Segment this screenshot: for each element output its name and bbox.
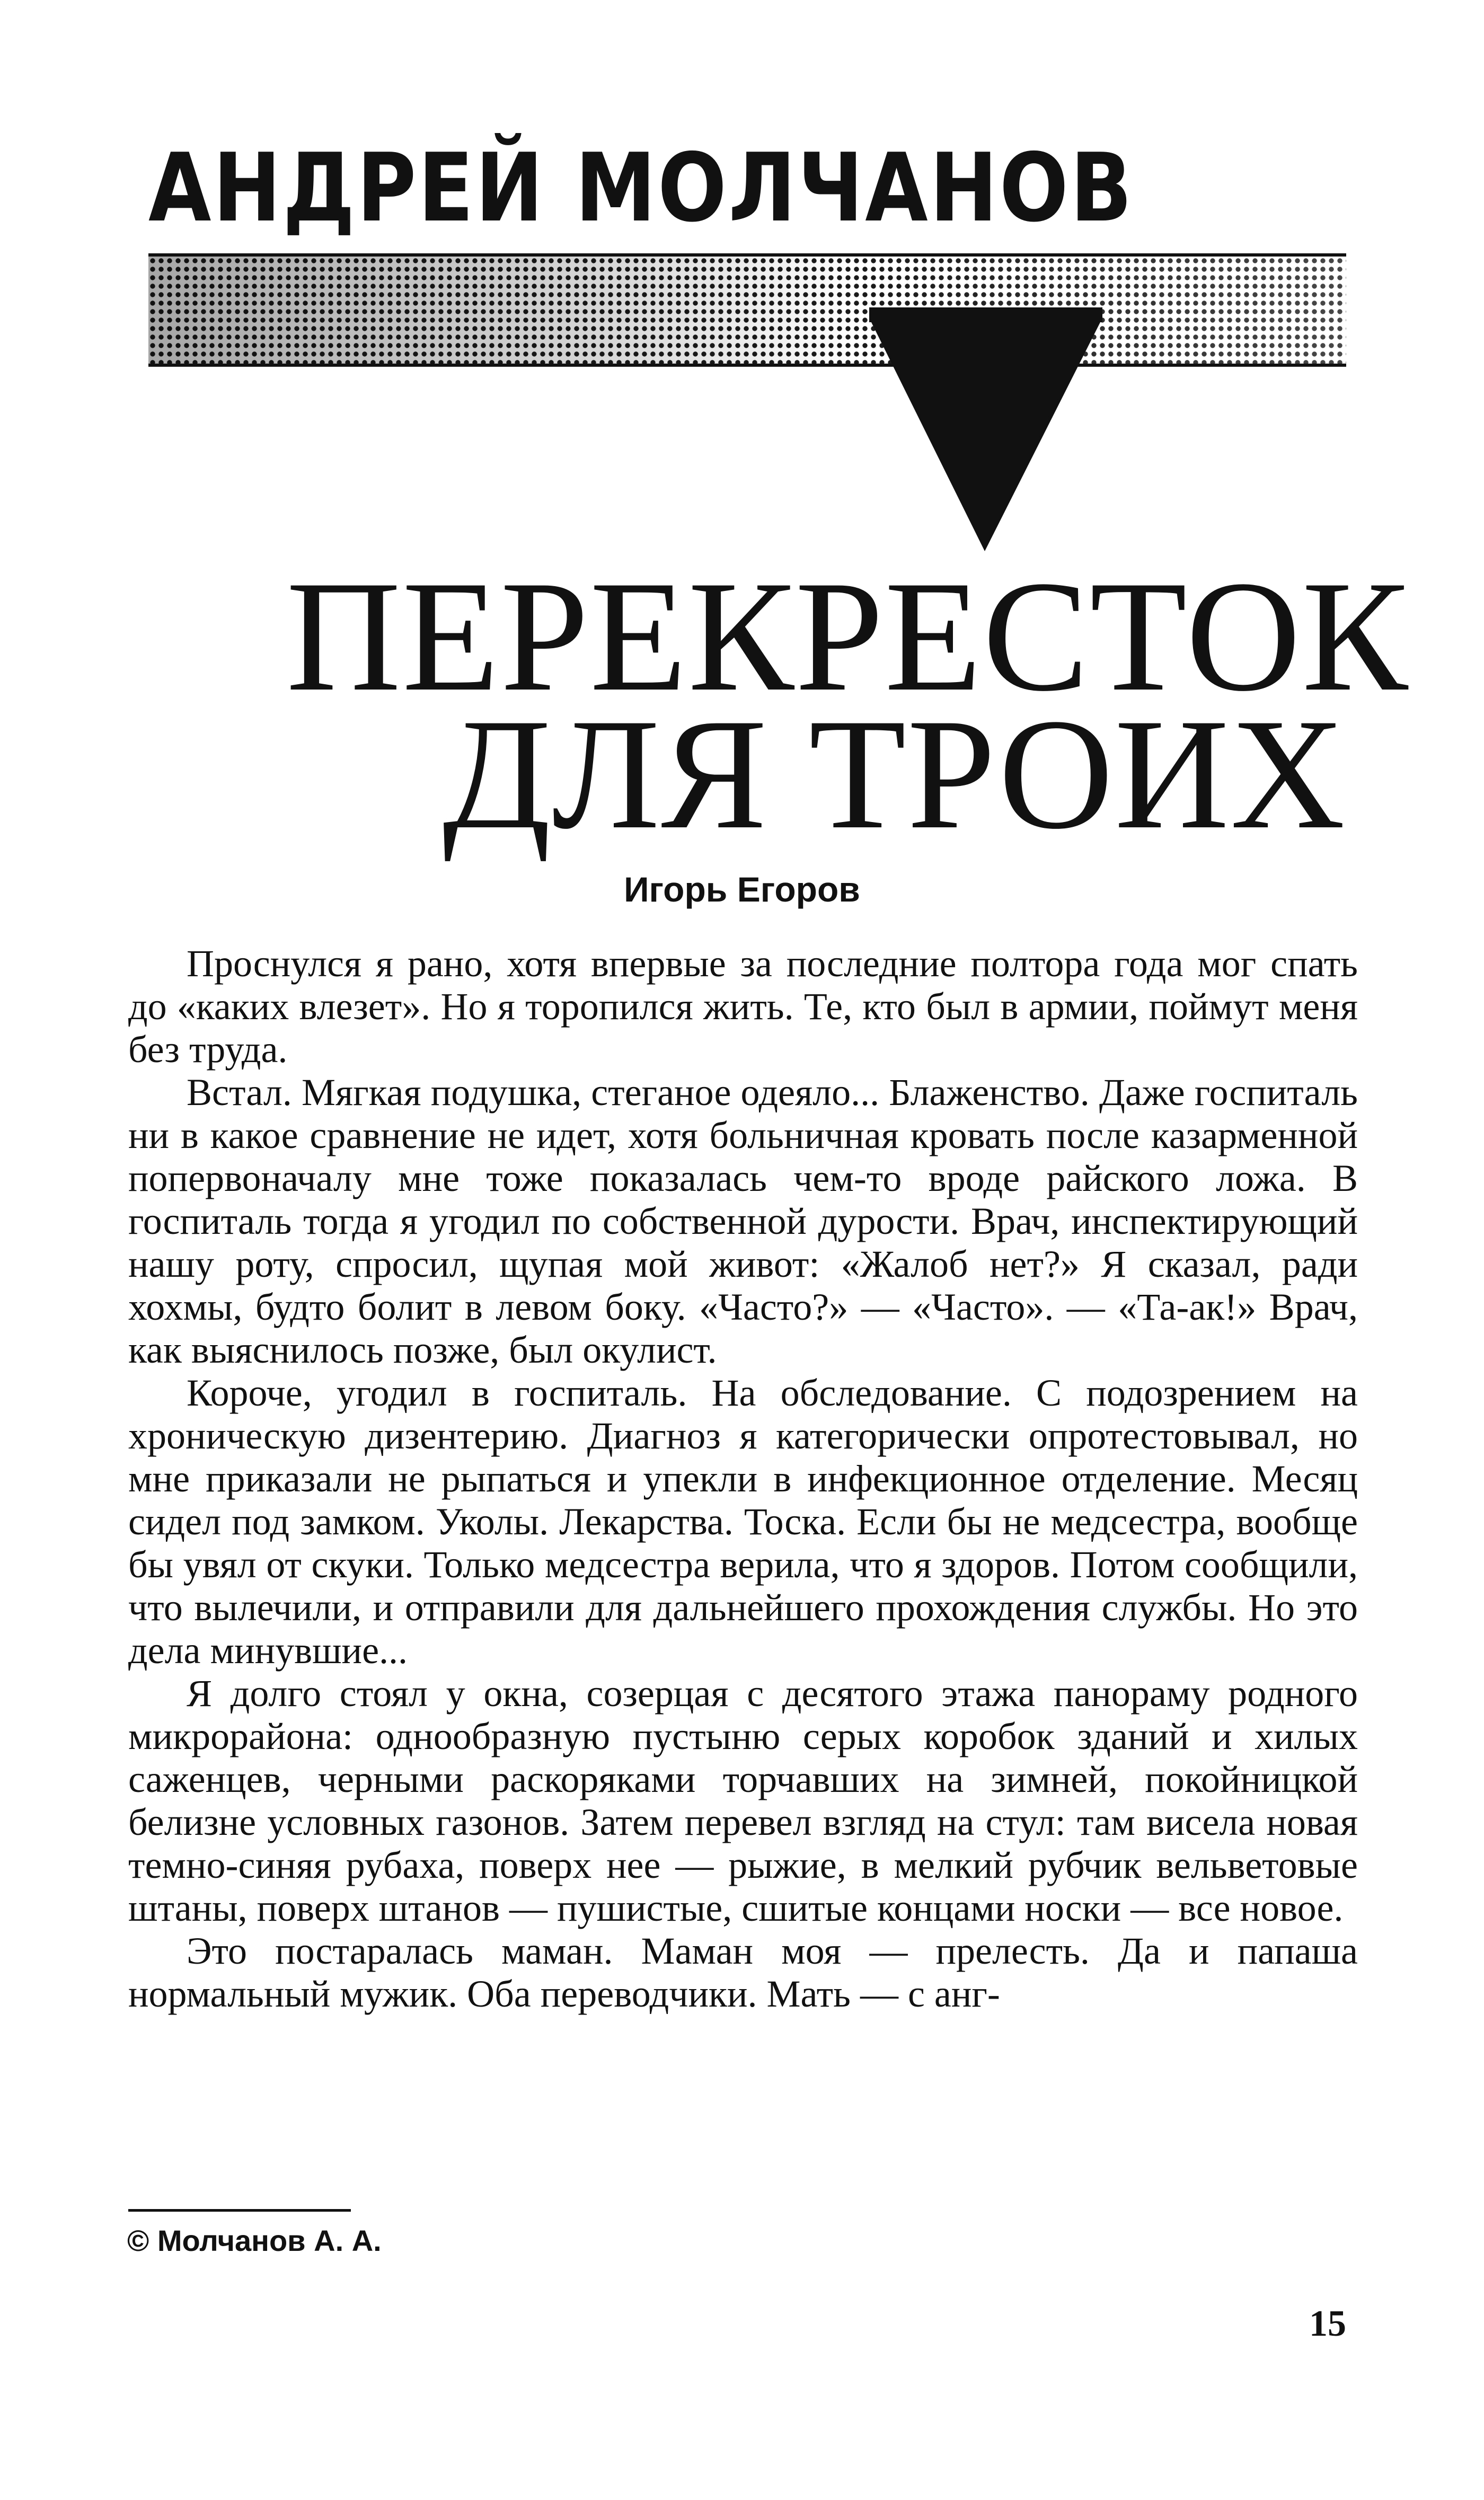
paragraph: Встал. Мягкая подушка, стеганое одеяло... Блаженство. Даже госпиталь ни в какое сравнение не идет, хотя больничная кровать после казарменной попервоначалу мне тоже показалась чем-то вроде райского ложа. В госпиталь тогда я угодил по собственной дурости. Врач, инспектирующий нашу роту, спросил, щупая мой живот: «Жалоб нет?» Я сказал, ради хохмы, будто болит в левом боку. «Часто?» — «Часто». — «Та-ак!» Врач, как выяснилось позже, был окулист.: [128, 1071, 1358, 1371]
paragraph: Это постаралась маман. Маман моя — прелесть. Да и папаша нормальный мужик. Оба переводчики. Мать — с анг-: [128, 1930, 1358, 2015]
copyright-footnote: © Молчанов А. А.: [127, 2224, 382, 2257]
section-heading: Игорь Егоров: [624, 870, 860, 909]
page-number: 15: [1309, 2303, 1346, 2344]
halftone-band: [148, 253, 1346, 367]
paragraph: Проснулся я рано, хотя впервые за последние полтора года мог спать до «каких влезет». Но я торопился жить. Те, кто был в армии, поймут меня без труда.: [128, 942, 1358, 1071]
triangle-icon: [848, 286, 1124, 562]
footnote-rule: [128, 2209, 351, 2212]
title-line-1: ПЕРЕКРЕСТОК: [286, 548, 1409, 724]
paragraph: Я долго стоял у окна, созерцая с десятого этажа панораму родного микрорайона: однообразную пустыню серых коробок зданий и хилых саженцев, черными раскоряками торчавших на зимней, покойницкой белизне условных газонов. Затем перевел взгляд на стул: там висела новая темно-синяя рубаха, поверх нее — рыжие, в мелкий рубчик вельветовые штаны, поверх штанов — пушистые, сшитые концами носки — все новое.: [128, 1672, 1358, 1929]
title-line-2: ДЛЯ ТРОИХ: [443, 686, 1346, 862]
author-name: АНДРЕЙ МОЛЧАНОВ: [148, 133, 1134, 243]
paragraph: Короче, угодил в госпиталь. На обследование. С подозрением на хроническую дизентерию. Диагноз я категорически опротестовывал, но мне приказали не рыпаться и упекли в инфекционное отделение. Месяц сидел под замком. Уколы. Лекарства. Тоска. Если бы не медсестра, вообще бы увял от скуки. Только медсестра верила, что я здоров. Потом сообщили, что вылечили, и отправили для дальнейшего прохождения службы. Но это дела минувшие...: [128, 1372, 1358, 1672]
body-text: [128, 942, 1358, 2016]
